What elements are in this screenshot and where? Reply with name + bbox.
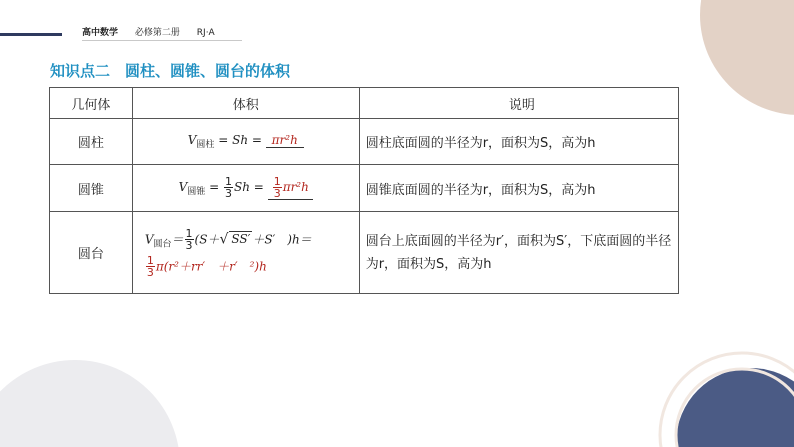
fraction: $\frac{1}{3}$ bbox=[185, 226, 193, 252]
volume-symbol: V bbox=[144, 232, 154, 246]
header-accent-bar bbox=[0, 33, 62, 36]
decor-rings bbox=[622, 330, 794, 447]
solid-name: 圆台 bbox=[50, 212, 133, 294]
formula-line-1 bbox=[145, 228, 359, 251]
table-header-row bbox=[50, 88, 679, 119]
sqrt-content: SS′ bbox=[231, 232, 251, 246]
header-book: 必修第二册 bbox=[134, 28, 180, 38]
fraction: $\frac{1}{3}$ bbox=[225, 175, 233, 200]
volume-symbol: V bbox=[178, 180, 188, 194]
header-subject: 高中数学 bbox=[82, 28, 119, 38]
volume-formula bbox=[132, 119, 359, 165]
section-title: 知识点二 圆柱、圆锥、圆台的体积 bbox=[50, 62, 291, 80]
description: 圆台上底面圆的半径为r′，面积为S′，下底面圆的半径为r，面积为S，高为h bbox=[359, 212, 678, 294]
volume-subscript: 圆台 bbox=[153, 239, 172, 249]
answer-text: π(r²＋rr′ ＋r′ ²)h bbox=[155, 259, 267, 273]
formula-line-2-answer bbox=[145, 255, 359, 278]
formula-text: ＋S′ )h＝ bbox=[252, 232, 312, 246]
answer-blank bbox=[268, 176, 313, 200]
solid-name: 圆柱 bbox=[50, 119, 133, 165]
formula-text: = Sh = bbox=[214, 133, 266, 147]
table-row bbox=[50, 212, 679, 294]
sqrt-sign: √ bbox=[219, 231, 229, 247]
decor-circle-gray bbox=[0, 360, 180, 447]
description: 圆柱底面圆的半径为r，面积为S，高为h bbox=[359, 119, 678, 165]
volume-formula bbox=[132, 212, 359, 294]
volume-symbol: V bbox=[187, 133, 197, 147]
decor-circle-tan bbox=[700, 0, 794, 115]
volume-table bbox=[49, 87, 679, 294]
col-header-solid: 几何体 bbox=[50, 88, 133, 119]
header bbox=[82, 25, 229, 38]
solid-name: 圆锥 bbox=[50, 165, 133, 212]
formula-text: = bbox=[205, 180, 224, 194]
description: 圆锥底面圆的半径为r，面积为S，高为h bbox=[359, 165, 678, 212]
formula-text: (S＋ bbox=[194, 232, 220, 246]
header-edition: RJ·A bbox=[196, 28, 215, 38]
answer-text: πr²h bbox=[282, 180, 309, 194]
volume-formula bbox=[132, 165, 359, 212]
col-header-volume: 体积 bbox=[132, 88, 359, 119]
table-row bbox=[50, 165, 679, 212]
table-row bbox=[50, 119, 679, 165]
volume-subscript: 圆柱 bbox=[196, 140, 215, 150]
answer-fraction: $\frac{1}{3}$ bbox=[273, 175, 281, 200]
col-header-note: 说明 bbox=[359, 88, 678, 119]
volume-subscript: 圆锥 bbox=[187, 187, 206, 197]
formula-text: Sh = bbox=[234, 180, 268, 194]
formula-text: ＝ bbox=[171, 232, 184, 246]
answer-blank: πr²h bbox=[266, 133, 304, 148]
header-divider bbox=[82, 40, 242, 41]
answer-fraction: $\frac{1}{3}$ bbox=[146, 253, 154, 279]
